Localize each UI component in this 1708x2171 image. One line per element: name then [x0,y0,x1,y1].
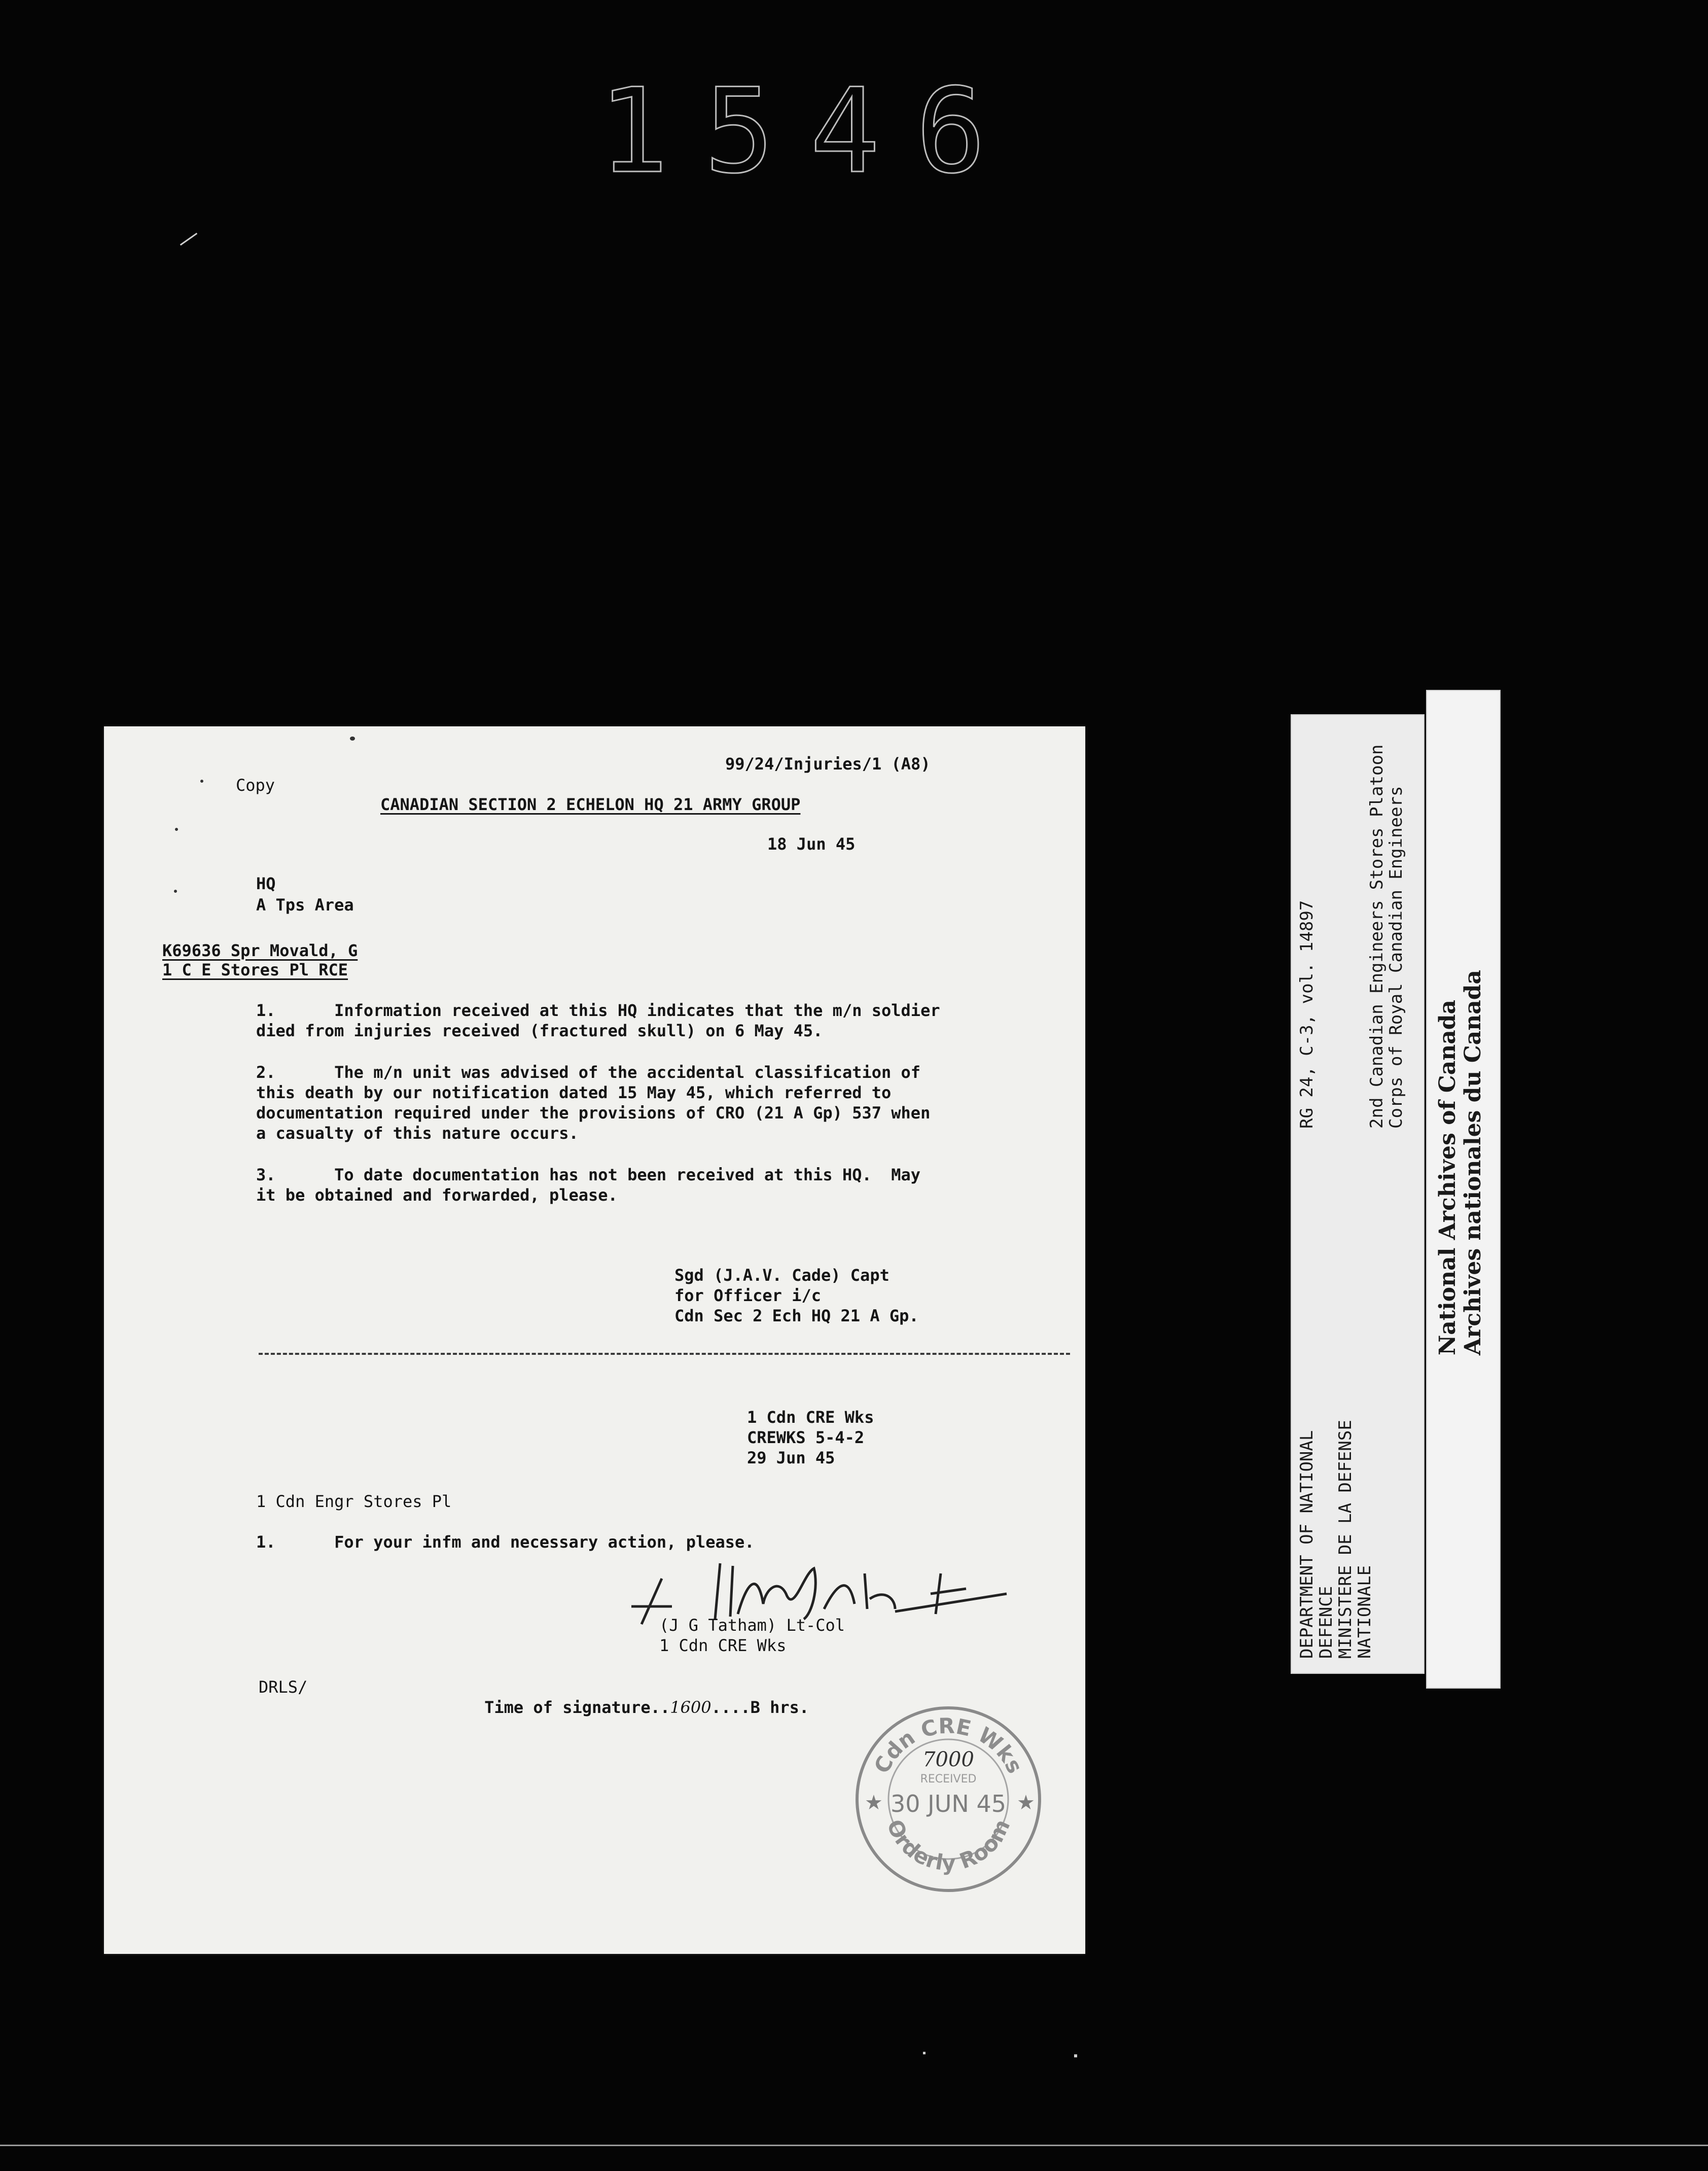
stamp-star-icon: ★ [865,1791,883,1814]
stamp-top-text: Cdn CRE Wks [869,1713,1028,1777]
addressee-line: HQ [256,874,276,893]
endorsement-unit-line: CREWKS 5-4-2 [747,1428,865,1447]
file-reference: 99/24/Injuries/1 (A8) [725,754,931,774]
label-col1-line: DEFENCE [1316,1586,1336,1659]
endorsement-paragraph: 1. For your infm and necessary action, please. [256,1532,755,1552]
received-stamp [849,1700,1047,1898]
paragraph-line: this death by our notification dated 15 May 45, which referred to [256,1083,892,1102]
endorsement-unit-line: 29 Jun 45 [747,1448,835,1467]
label-col1-line: DEPARTMENT OF NATIONAL [1297,1430,1317,1659]
institution-name-fr: Archives nationales du Canada [1460,969,1486,1355]
film-scratch [1074,2054,1077,2057]
label-unit-line: 2nd Canadian Engineers Stores Platoon [1367,744,1387,1129]
stamp-star-icon: ★ [1017,1791,1035,1814]
signature-block-line: Sgd (J.A.V. Cade) Capt [674,1266,889,1285]
paragraph-line: documentation required under the provisions of CRO (21 A Gp) 537 when [256,1103,931,1123]
copy-mark: Copy [236,776,275,795]
signer-line: (J G Tatham) Lt-Col [659,1616,845,1635]
archive-label-card [1291,714,1425,1674]
subject-line: K69636 Spr Movald, G [162,941,358,960]
film-scratch [180,233,197,246]
paragraph-line: a casualty of this nature occurs. [256,1124,579,1143]
endorsement-recipient: 1 Cdn Engr Stores Pl [256,1492,452,1511]
film-edge-line [0,2145,1708,2146]
addressee-line: A Tps Area [256,895,354,915]
time-prefix: Time of signature.. [484,1698,670,1717]
film-scratch [923,2052,926,2054]
document-sheet [104,726,1085,1954]
speck [174,890,177,893]
stamp-date: 30 JUN 45 [891,1790,1006,1817]
stamp-bottom-text: Orderly Room [882,1815,1015,1876]
stamp-received: RECEIVED [920,1773,977,1785]
endorsement-unit-line: 1 Cdn CRE Wks [747,1408,874,1427]
paragraph-line: 1. Information received at this HQ indicates that the m/n soldier [256,1001,940,1020]
speck [175,828,178,831]
paragraph-line: it be obtained and forwarded, please. [256,1185,618,1205]
dashed-separator [259,1353,1070,1355]
label-col1-line: NATIONALE [1355,1565,1375,1659]
subject-line: 1 C E Stores Pl RCE [162,960,348,979]
time-of-signature [445,1677,809,1738]
time-value: 1600 [670,1698,711,1717]
signer-line: 1 Cdn CRE Wks [659,1636,787,1655]
archive-institution-strip [1426,690,1501,1689]
paragraph-line: died from injuries received (fractured skull) on 6 May 45. [256,1021,823,1040]
label-unit-line: Corps of Royal Canadian Engineers [1386,786,1406,1129]
institution-name-en: National Archives of Canada [1435,999,1461,1355]
time-suffix: ....B hrs. [711,1698,809,1717]
label-record-group: RG 24, C-3, vol. 14897 [1297,900,1317,1129]
speck [200,780,203,783]
letter-heading: CANADIAN SECTION 2 ECHELON HQ 21 ARMY GROUP [380,795,801,814]
stamp-handwritten: 7000 [922,1748,974,1771]
label-col1-line: MINISTERE DE LA DEFENSE [1335,1420,1356,1659]
signature-block-line: Cdn Sec 2 Ech HQ 21 A Gp. [674,1306,919,1325]
distribution-mark: DRLS/ [259,1677,308,1697]
frame-number: 1546 [598,64,1021,199]
signature-block-line: for Officer i/c [674,1286,821,1305]
letter-date: 18 Jun 45 [767,834,856,854]
paragraph-line: 3. To date documentation has not been received at this HQ. May [256,1165,921,1184]
paragraph-line: 2. The m/n unit was advised of the accidental classification of [256,1063,921,1082]
speck [350,737,355,741]
